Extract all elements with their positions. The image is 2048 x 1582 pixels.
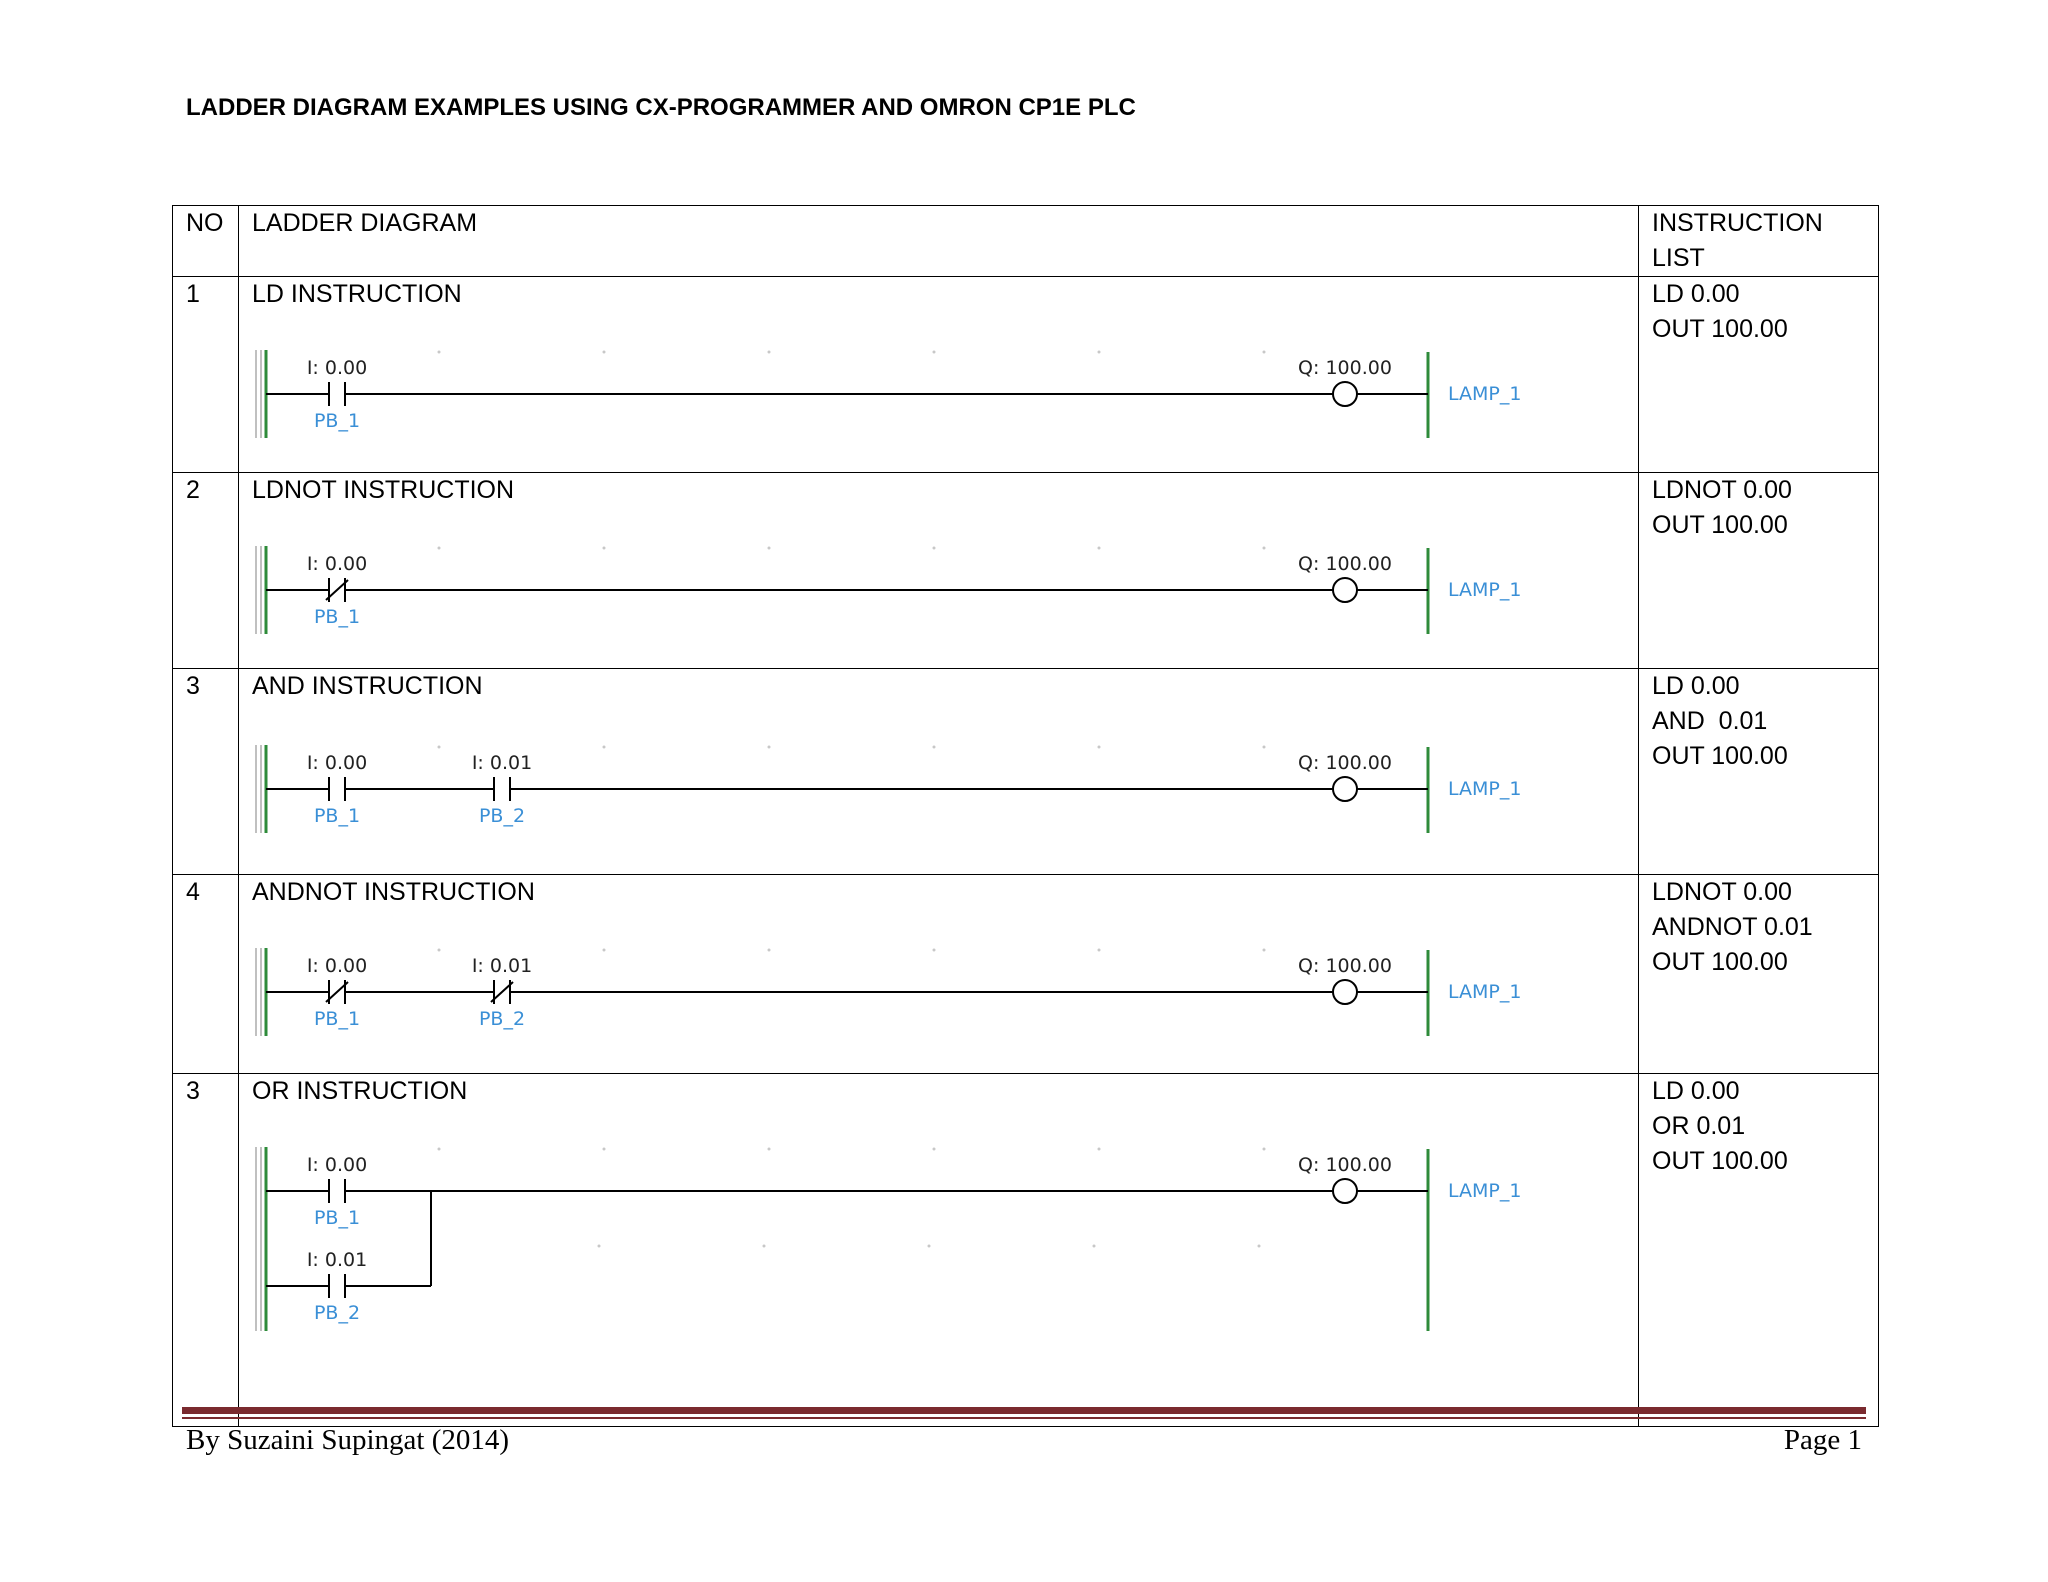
instruction-line: LD 0.00	[1652, 1077, 1740, 1105]
grid-dot	[768, 1148, 771, 1151]
row-number: 1	[173, 277, 239, 473]
grid-dot	[1098, 949, 1101, 952]
ladder-rung-diagram	[239, 277, 1639, 473]
ladder-rung-diagram	[239, 473, 1639, 669]
grid-dot	[598, 1245, 601, 1248]
contact-address-label: I: 0.01	[471, 752, 533, 774]
contact-symbol-label: PB_1	[313, 1008, 361, 1030]
grid-dot	[933, 746, 936, 749]
coil-address-label: Q: 100.00	[1298, 752, 1392, 774]
output-coil	[1333, 382, 1357, 406]
grid-dot	[438, 547, 441, 550]
contact-address-label: I: 0.01	[471, 955, 533, 977]
grid-dot	[603, 547, 606, 550]
ladder-cell	[239, 669, 1639, 875]
instruction-list-cell	[1639, 875, 1879, 1074]
instruction-title: LDNOT INSTRUCTION	[252, 476, 515, 504]
ladder-rung-diagram	[239, 669, 1639, 875]
table-row	[173, 875, 1879, 1074]
page-number: Page 1	[1783, 1424, 1862, 1456]
coil-address-label: Q: 100.00	[1298, 357, 1392, 379]
output-coil	[1333, 777, 1357, 801]
instruction-list-cell	[1639, 473, 1879, 669]
ladder-cell	[239, 473, 1639, 669]
output-coil	[1333, 1179, 1357, 1203]
footer-rule	[182, 1407, 1866, 1414]
footer-rule-thin	[182, 1417, 1866, 1419]
grid-dot	[933, 949, 936, 952]
grid-dot	[928, 1245, 931, 1248]
ladder-cell	[239, 875, 1639, 1074]
output-coil	[1333, 980, 1357, 1004]
grid-dot	[1098, 1148, 1101, 1151]
grid-dot	[933, 1148, 936, 1151]
coil-symbol-label: LAMP_1	[1448, 981, 1522, 1003]
coil-symbol-label: LAMP_1	[1448, 1180, 1522, 1202]
grid-dot	[1263, 1148, 1266, 1151]
coil-symbol-label: LAMP_1	[1448, 778, 1522, 800]
coil-address-label: Q: 100.00	[1298, 553, 1392, 575]
contact-address-label: I: 0.00	[306, 752, 368, 774]
ladder-rung-diagram	[239, 875, 1639, 1074]
instruction-line: LDNOT 0.00	[1652, 476, 1792, 504]
grid-dot	[1093, 1245, 1096, 1248]
contact-symbol-label: PB_1	[313, 606, 361, 628]
grid-dot	[763, 1245, 766, 1248]
grid-dot	[438, 351, 441, 354]
contact-address-label: I: 0.00	[306, 553, 368, 575]
coil-symbol-label: LAMP_1	[1448, 383, 1522, 405]
instruction-line: OUT 100.00	[1652, 948, 1788, 976]
row-number: 3	[173, 669, 239, 875]
footer-author: By Suzaini Supingat (2014)	[186, 1424, 510, 1456]
grid-dot	[1263, 351, 1266, 354]
contact-symbol-label: PB_2	[478, 805, 526, 827]
row-number: 3	[173, 1074, 239, 1427]
instruction-line: OUT 100.00	[1652, 742, 1788, 770]
grid-dot	[933, 547, 936, 550]
contact-address-label: I: 0.01	[306, 1249, 368, 1271]
ladder-examples-table	[172, 205, 1879, 1427]
row-number: 2	[173, 473, 239, 669]
instruction-line: LDNOT 0.00	[1652, 878, 1792, 906]
instruction-line: LD 0.00	[1652, 672, 1740, 700]
contact-address-label: I: 0.00	[306, 357, 368, 379]
ladder-rung-diagram	[239, 1074, 1639, 1427]
grid-dot	[933, 351, 936, 354]
contact-symbol-label: PB_2	[313, 1302, 361, 1324]
grid-dot	[1263, 949, 1266, 952]
contact-address-label: I: 0.00	[306, 955, 368, 977]
instruction-line: OUT 100.00	[1652, 315, 1788, 343]
table-row	[173, 473, 1879, 669]
document-title: LADDER DIAGRAM EXAMPLES USING CX-PROGRAMMER AND OMRON CP1E PLC	[186, 94, 1136, 121]
instruction-line: LD 0.00	[1652, 280, 1740, 308]
grid-dot	[1263, 547, 1266, 550]
grid-dot	[1098, 351, 1101, 354]
contact-symbol-label: PB_2	[478, 1008, 526, 1030]
grid-dot	[768, 949, 771, 952]
header-no: NO	[173, 206, 239, 277]
instruction-title: AND INSTRUCTION	[252, 672, 483, 700]
grid-dot	[1098, 746, 1101, 749]
instruction-list-cell	[1639, 1074, 1879, 1427]
instruction-line: OR 0.01	[1652, 1112, 1746, 1140]
header-instruction-list: INSTRUCTION LIST	[1639, 206, 1879, 277]
instruction-title: ANDNOT INSTRUCTION	[252, 878, 535, 906]
header-ladder-diagram: LADDER DIAGRAM	[239, 206, 1639, 277]
ladder-cell	[239, 277, 1639, 473]
instruction-line: OUT 100.00	[1652, 1147, 1788, 1175]
output-coil	[1333, 578, 1357, 602]
grid-dot	[768, 746, 771, 749]
contact-symbol-label: PB_1	[313, 1207, 361, 1229]
grid-dot	[603, 1148, 606, 1151]
table-row	[173, 277, 1879, 473]
instruction-line: AND 0.01	[1652, 707, 1768, 735]
instruction-line: ANDNOT 0.01	[1652, 913, 1813, 941]
row-number: 4	[173, 875, 239, 1074]
grid-dot	[603, 949, 606, 952]
instruction-list-cell	[1639, 277, 1879, 473]
table-row	[173, 1074, 1879, 1427]
instruction-title: LD INSTRUCTION	[252, 280, 462, 308]
table-header-row	[173, 206, 1879, 277]
grid-dot	[1258, 1245, 1261, 1248]
instruction-title: OR INSTRUCTION	[252, 1077, 468, 1105]
ladder-cell	[239, 1074, 1639, 1427]
contact-symbol-label: PB_1	[313, 410, 361, 432]
coil-address-label: Q: 100.00	[1298, 1154, 1392, 1176]
grid-dot	[768, 351, 771, 354]
instruction-line: OUT 100.00	[1652, 511, 1788, 539]
coil-symbol-label: LAMP_1	[1448, 579, 1522, 601]
grid-dot	[768, 547, 771, 550]
table-row	[173, 669, 1879, 875]
coil-address-label: Q: 100.00	[1298, 955, 1392, 977]
grid-dot	[438, 949, 441, 952]
grid-dot	[603, 746, 606, 749]
grid-dot	[1098, 547, 1101, 550]
grid-dot	[603, 351, 606, 354]
grid-dot	[438, 1148, 441, 1151]
grid-dot	[1263, 746, 1266, 749]
grid-dot	[438, 746, 441, 749]
contact-address-label: I: 0.00	[306, 1154, 368, 1176]
contact-symbol-label: PB_1	[313, 805, 361, 827]
instruction-list-cell	[1639, 669, 1879, 875]
